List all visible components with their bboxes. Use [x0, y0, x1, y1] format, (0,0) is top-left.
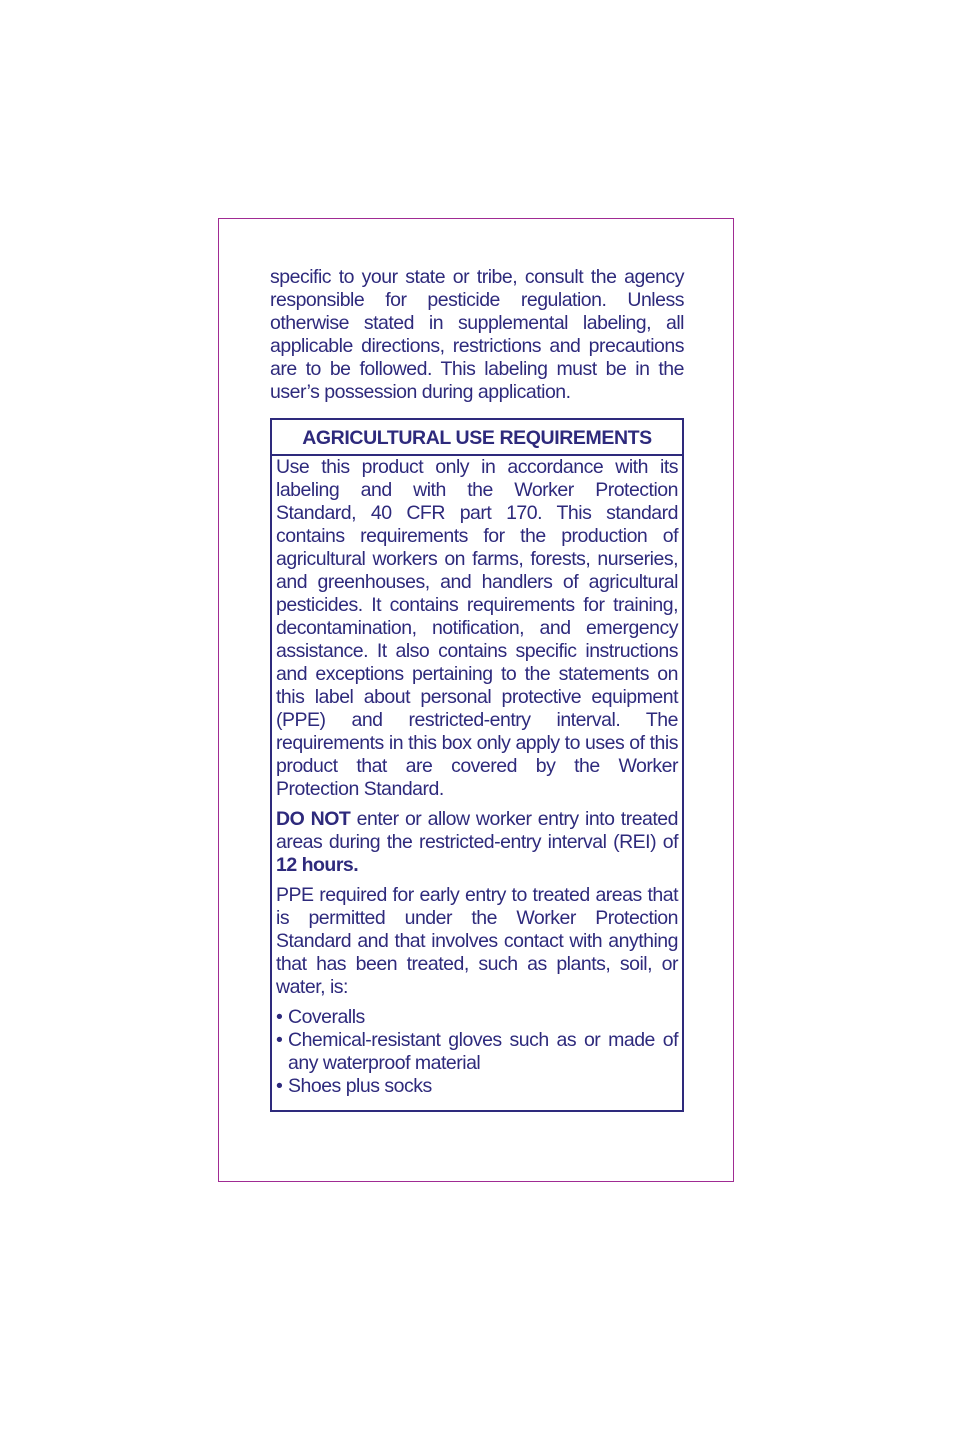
list-item [276, 1029, 678, 1075]
rei-text: enter or allow worker entry into treated areas during the restricted-entry interval (REI) of [276, 808, 678, 853]
bullet: • [276, 1006, 283, 1028]
rei-hours: 12 hours. [276, 854, 359, 876]
wps-paragraph: Use this product only in accordance with its labeling and with the Worker Protection Standard, 40 CFR part 170. This standard contains requirements for the production of agricultural workers on farms, forests, nurseries, and greenhouses, and handlers of agricultural pesticides. It contains requirements for training, decontamination, notification, and emergency assistance. It also contains specific instructions and exceptions pertaining to the statements on this label about personal protective equipment (PPE) and restricted-entry interval. The requirements in this box only apply to uses of this product that are covered by the Worker Protection Standard. [276, 456, 678, 800]
list-item [276, 1006, 678, 1029]
requirements-body [272, 456, 682, 1110]
rei-paragraph [276, 808, 678, 877]
ppe-list [276, 1006, 678, 1098]
label-content [270, 266, 684, 1112]
bullet: • [276, 1029, 283, 1051]
agricultural-use-requirements-box [270, 418, 684, 1112]
ppe-item-label: Chemical-resistant gloves such as or made of any waterproof material [288, 1029, 678, 1074]
ppe-item-label: Shoes plus socks [288, 1075, 432, 1097]
requirements-title: AGRICULTURAL USE REQUIREMENTS [272, 420, 682, 456]
intro-paragraph: specific to your state or tribe, consult the agency responsible for pesticide regulation. Unless otherwise stated in supplemental labeling, all applicable directions, restrictions and precautions are to be followed. This labeling must be in the user’s possession during application. [270, 266, 684, 403]
list-item [276, 1075, 678, 1098]
rei-lead: DO NOT [276, 808, 351, 830]
ppe-intro-paragraph: PPE required for early entry to treated areas that is permitted under the Worker Protection Standard and that involves contact with anything that has been treated, such as plants, soil, or water, is: [276, 884, 678, 998]
ppe-item-label: Coveralls [288, 1006, 365, 1028]
bullet: • [276, 1075, 283, 1097]
